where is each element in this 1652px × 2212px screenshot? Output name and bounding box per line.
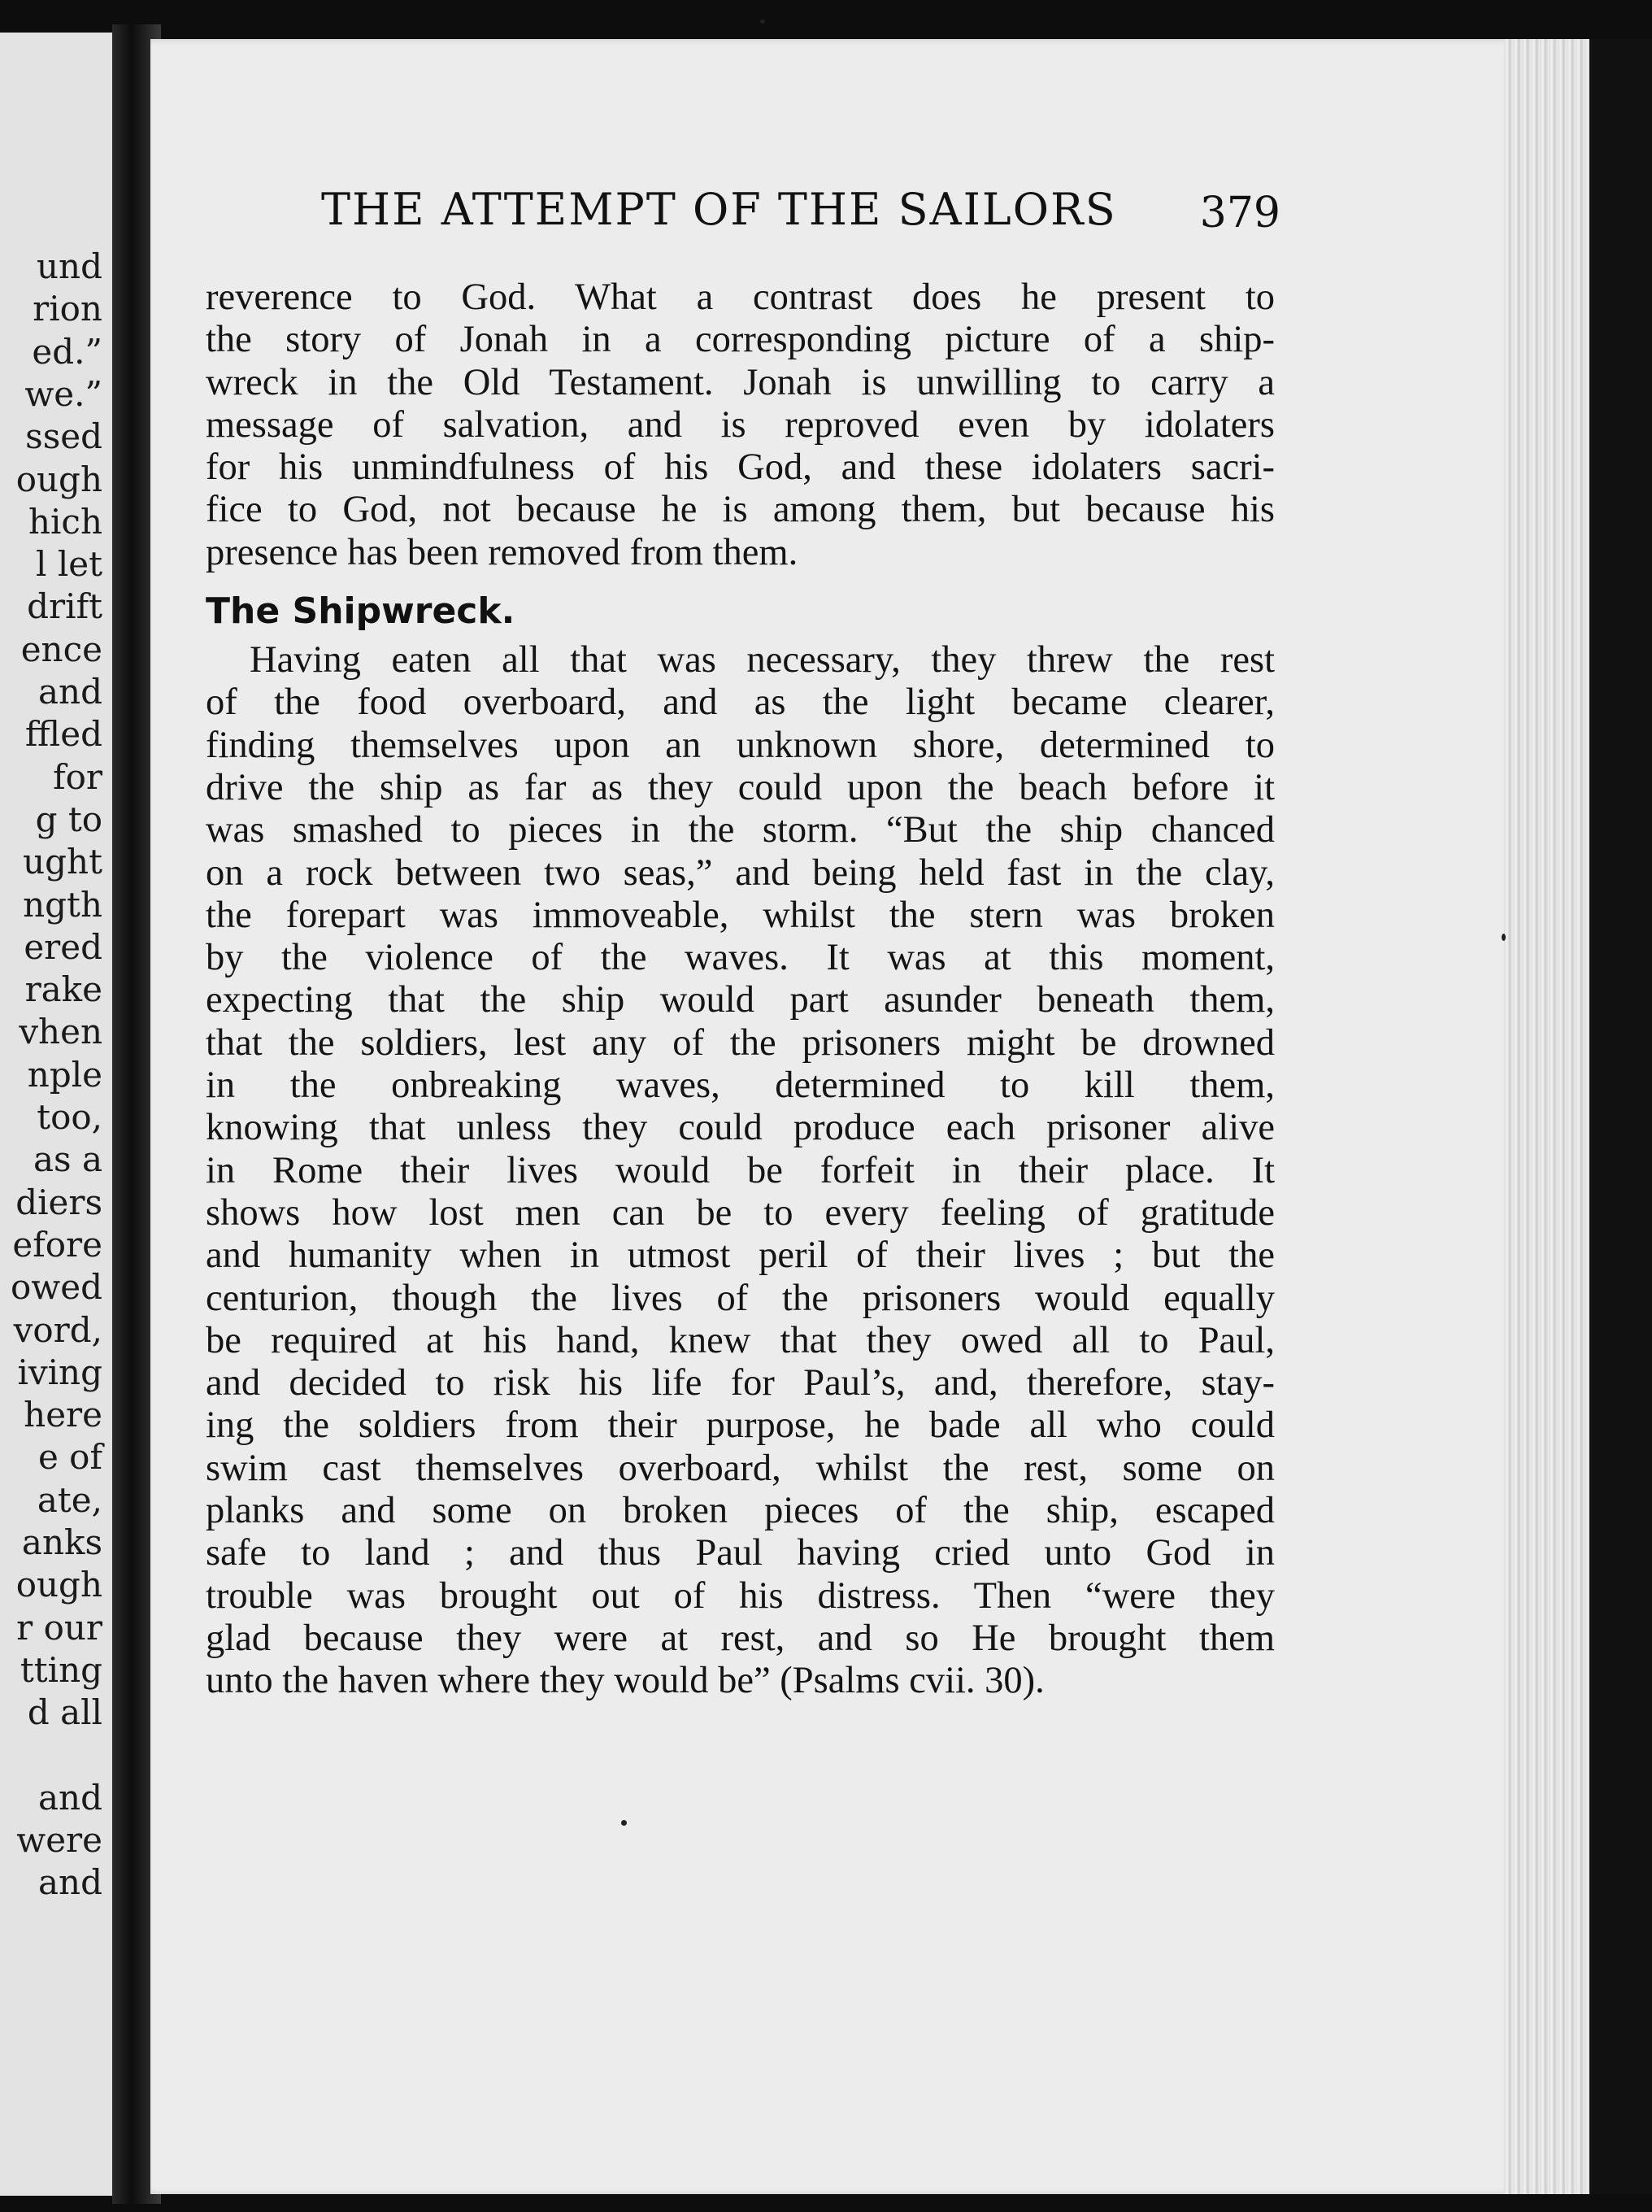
- paragraph-1: [206, 276, 1275, 574]
- text-line: unto the haven where they would be” (Psalms cvii. 30).: [206, 1660, 1045, 1702]
- scan-speck: [1502, 934, 1506, 941]
- facing-page-text-fragment: and: [38, 672, 102, 712]
- text-line: planks and some on broken pieces of the ship, escaped: [206, 1490, 1275, 1532]
- facing-page-text-fragment: ed.”: [32, 331, 102, 372]
- facing-page-text-fragment: owed: [11, 1267, 102, 1308]
- facing-page-text-fragment: ough: [15, 459, 102, 499]
- facing-page-text-fragment: vord,: [13, 1309, 102, 1350]
- text-line: finding themselves upon an unknown shore, determined to: [206, 724, 1275, 766]
- facing-page-text-fragment: e of: [37, 1437, 102, 1478]
- text-line: that the soldiers, lest any of the prisoners might be drowned: [206, 1021, 1275, 1064]
- facing-page-text-fragment: and: [38, 1862, 102, 1903]
- facing-page-text-fragment: d all: [27, 1692, 102, 1733]
- facing-page-text-fragment: und: [37, 246, 102, 286]
- page-body: [206, 276, 1275, 1703]
- facing-page-text-fragment: ered: [24, 926, 102, 967]
- text-line: centurion, though the lives of the prisoners would equally: [206, 1277, 1275, 1319]
- facing-page-text-fragment: too,: [37, 1097, 102, 1137]
- facing-page-text-fragment: ough: [15, 1565, 102, 1605]
- text-line: shows how lost men can be to every feeling of gratitude: [206, 1191, 1275, 1234]
- facing-page-text-fragment: ate,: [37, 1479, 102, 1520]
- running-head: [321, 184, 1280, 241]
- text-line: in Rome their lives would be forfeit in their place. It: [206, 1149, 1275, 1191]
- text-line: be required at his hand, knew that they owed all to Paul,: [206, 1319, 1275, 1361]
- facing-page-text-fragment: ffled: [24, 714, 102, 755]
- text-line: glad because they were at rest, and so He brought them: [206, 1617, 1275, 1659]
- facing-page-text-fragment: l let: [36, 544, 102, 585]
- text-line: by the violence of the waves. It was at this moment,: [206, 937, 1275, 979]
- scan-border: [1589, 39, 1652, 2194]
- page-edges: [1504, 39, 1602, 2194]
- facing-page-text-fragment: tting: [20, 1649, 102, 1690]
- text-line: and decided to risk his life for Paul’s, and, therefore, stay-: [206, 1362, 1275, 1404]
- facing-page-fragment: [0, 33, 114, 2196]
- facing-page-text-fragment: ught: [23, 842, 102, 882]
- facing-page-text-fragment: ence: [20, 629, 102, 669]
- running-title: THE ATTEMPT OF THE SAILORS: [321, 184, 1117, 235]
- scan-speck: [760, 20, 765, 24]
- facing-page-text-fragment: vhen: [19, 1012, 102, 1052]
- text-line: expecting that the ship would part asunder beneath them,: [206, 979, 1275, 1021]
- facing-page-text-fragment: anks: [21, 1522, 102, 1562]
- facing-page-text-fragment: as a: [33, 1139, 102, 1180]
- text-line: reverence to God. What a contrast does he present to: [206, 276, 1275, 318]
- facing-page-text-fragment: drift: [27, 586, 102, 627]
- text-line: message of salvation, and is reproved even by idolaters: [206, 403, 1275, 446]
- text-line: drive the ship as far as they could upon the beach before it: [206, 766, 1275, 808]
- facing-page-text-fragment: efore: [12, 1224, 102, 1265]
- text-line: ing the soldiers from their purpose, he bade all who could: [206, 1404, 1275, 1447]
- text-line: for his unmindfulness of his God, and these idolaters sacri-: [206, 446, 1275, 489]
- text-line: knowing that unless they could produce each prisoner alive: [206, 1107, 1275, 1149]
- text-line: Having eaten all that was necessary, they threw the rest: [250, 639, 1275, 681]
- facing-page-text-fragment: were: [16, 1820, 102, 1861]
- facing-page-text-fragment: hich: [28, 501, 102, 542]
- facing-page-text-fragment: r our: [16, 1607, 102, 1648]
- text-line: wreck in the Old Testament. Jonah is unwilling to carry a: [206, 361, 1275, 403]
- facing-page-text-fragment: rake: [24, 969, 102, 1010]
- section-heading: The Shipwreck.: [206, 590, 515, 633]
- facing-page-text-fragment: diers: [15, 1182, 102, 1222]
- text-line: swim cast themselves overboard, whilst the rest, some on: [206, 1447, 1275, 1489]
- facing-page-text-fragment: for: [53, 756, 102, 797]
- facing-page-text-fragment: iving: [17, 1352, 102, 1392]
- facing-page-text-fragment: rion: [33, 289, 102, 329]
- facing-page-text-fragment: and: [38, 1777, 102, 1818]
- text-line: of the food overboard, and as the light became clearer,: [206, 681, 1275, 724]
- facing-page-text-fragment: ngth: [23, 884, 102, 925]
- text-line: fice to God, not because he is among them, but because his: [206, 489, 1275, 531]
- text-line: the story of Jonah in a corresponding picture of a ship-: [206, 319, 1275, 361]
- facing-page-text-fragment: g to: [35, 799, 102, 839]
- text-line: on a rock between two seas,” and being held fast in the clay,: [206, 851, 1275, 894]
- text-line: presence has been removed from them.: [206, 531, 798, 573]
- scan-speck: [621, 1820, 627, 1826]
- text-line: and humanity when in utmost peril of their lives ; but the: [206, 1234, 1275, 1277]
- page-number: 379: [1199, 189, 1280, 237]
- text-line: safe to land ; and thus Paul having cried unto God in: [206, 1532, 1275, 1574]
- facing-page-text-fragment: we.”: [24, 373, 102, 414]
- text-line: in the onbreaking waves, determined to kill them,: [206, 1065, 1275, 1107]
- paragraph-2: [206, 639, 1275, 1702]
- text-line: the forepart was immoveable, whilst the stern was broken: [206, 894, 1275, 936]
- facing-page-text-fragment: here: [24, 1395, 102, 1435]
- text-line: was smashed to pieces in the storm. “But the ship chanced: [206, 809, 1275, 851]
- text-line: trouble was brought out of his distress. Then “were they: [206, 1574, 1275, 1617]
- facing-page-text-fragment: nple: [27, 1054, 102, 1095]
- facing-page-text-fragment: ssed: [25, 416, 102, 457]
